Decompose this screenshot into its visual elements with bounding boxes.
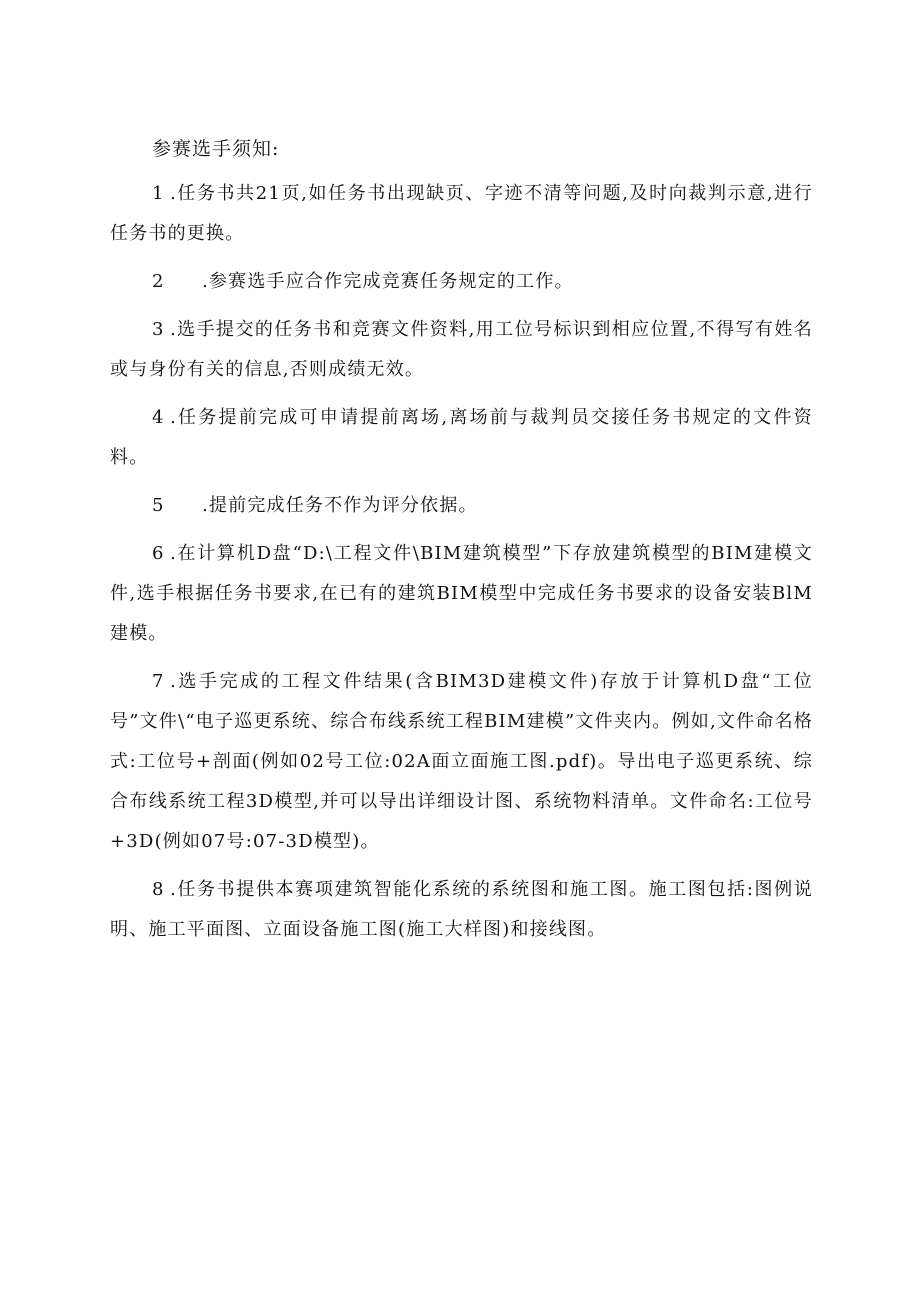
item-text: .任务书提供本赛项建筑智能化系统的系统图和施工图。施工图包括:图例说明、施工平面图、立面设备施工图(施工大样图)和接线图。 — [110, 879, 813, 940]
notice-item-1 — [110, 174, 813, 254]
notice-item-6 — [110, 534, 813, 654]
item-number: 7 — [152, 671, 165, 692]
item-number: 8 — [152, 879, 165, 900]
notice-item-4 — [110, 398, 813, 478]
notice-item-2 — [110, 262, 813, 302]
notice-item-7 — [110, 662, 813, 862]
item-text: .选手提交的任务书和竞赛文件资料,用工位号标识到相应位置,不得写有姓名或与身份有关的信息,否则成绩无效。 — [110, 319, 813, 380]
item-text: .在计算机D盘“D:\工程文件\BIM建筑模型”下存放建筑模型的BIM建模文件,选手根据任务书要求,在已有的建筑BIM模型中完成任务书要求的设备安装BlM建模。 — [110, 543, 813, 644]
item-text: .选手完成的工程文件结果(含BIM3D建模文件)存放于计算机D盘“工位号”文件\“电子巡更系统、综合布线系统工程BIM建模”文件夹内。例如,文件命名格式:工位号+剖面(例如02号工位:02A面立面施工图.pdf)。导出电子巡更系统、综合布线系统工程3D模型,并可以导出详细设计图、系统物料清单。文件命名:工位号+3D(例如07号:07-3D模型)。 — [110, 671, 813, 852]
notice-item-5 — [110, 486, 813, 526]
item-number: 5 — [152, 495, 165, 516]
item-number: 1 — [152, 183, 165, 204]
item-text: .参赛选手应合作完成竞赛任务规定的工作。 — [202, 271, 574, 292]
item-number: 6 — [152, 543, 165, 564]
notice-heading: 参赛选手须知: — [152, 138, 280, 160]
item-text: .任务书共21页,如任务书出现缺页、字迹不清等问题,及时向裁判示意,进行任务书的更换。 — [110, 183, 813, 244]
item-number: 4 — [152, 407, 165, 428]
notice-item-3 — [110, 310, 813, 390]
item-text: .提前完成任务不作为评分依据。 — [202, 495, 478, 516]
document-body — [110, 134, 813, 958]
item-text: .任务提前完成可申请提前离场,离场前与裁判员交接任务书规定的文件资料。 — [110, 407, 813, 468]
notice-item-8 — [110, 870, 813, 950]
item-number: 2 — [152, 271, 165, 292]
item-number: 3 — [152, 319, 165, 340]
